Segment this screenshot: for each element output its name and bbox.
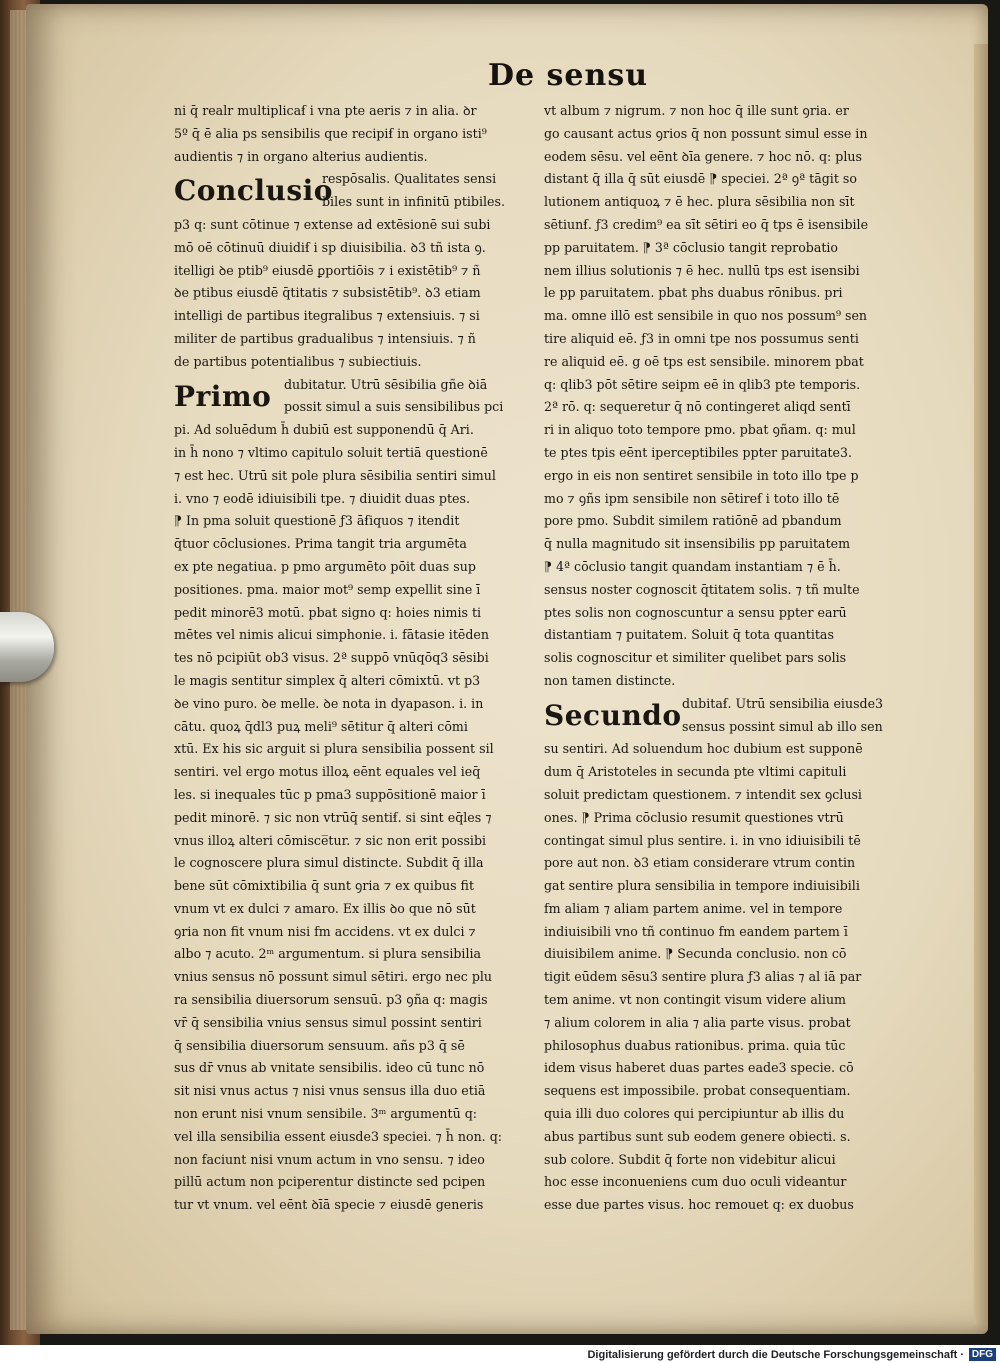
- text-line: tire aliquid eē. ƒ3 in omni tpe nos possumus senti: [544, 330, 859, 346]
- conclusio-side-line: biles sunt in infinitū ptibiles.: [322, 194, 505, 210]
- text-line: indiuisibili vno tñ continuo fm eandem partem ī: [544, 923, 848, 939]
- text-line: idem visus haberet duas partes eade3 specie. cō: [544, 1060, 854, 1076]
- right-top-block: [544, 100, 904, 693]
- text-line: pore aut non. ꝺ3 etiam considerare vtrum contin: [544, 855, 856, 871]
- text-line: le cognoscere plura simul distincte. Subdit q̄ illa: [174, 855, 484, 871]
- text-line: q: qlib3 pōt sētire seipm eē in qlib3 pte temporis.: [544, 376, 861, 392]
- text-line: esse due partes visus. hoc remouet q: ex duobus: [544, 1197, 854, 1213]
- text-line: gat sentire plura sensibilia in tempore indiuisibili: [544, 878, 860, 894]
- text-line: dum q̄ Aristoteles in secunda pte vltimi capituli: [544, 764, 847, 780]
- text-line: abus partibus sunt sub eodem genere obiecti. s.: [544, 1128, 851, 1144]
- text-line: ni q̄ realr multiplicaẜ i vna pte aeris ⁊ in alia. ꝺr: [174, 103, 477, 118]
- text-line: militer de partibus gradualibus ⁊ intensiuis. ⁊ ñ: [174, 330, 476, 346]
- text-line: tigit eūdem sēsu3 sentire plura ƒ3 alias ⁊ al iā par: [544, 969, 862, 985]
- text-line: le pp paruitatem. pbat phs duabus rōnibus. pri: [544, 285, 843, 301]
- running-title: De sensu: [488, 58, 649, 93]
- text-line: vr̄ q̄ sensibilia vnius sensus simul possint sentiri: [174, 1014, 482, 1030]
- text-line: sentiri. vel ergo motus illoꝝ eēnt equales vel ieq̄: [174, 764, 481, 780]
- primo-initial: Primo: [174, 379, 272, 413]
- text-line: nem illius solutionis ⁊ ē hec. nullū tps est isensibi: [544, 262, 860, 278]
- text-line: sequens est impossibile. probat consequentiam.: [544, 1083, 851, 1099]
- text-line: ma. omne illō est sensibile in quo nos possum⁹ sen: [544, 308, 868, 324]
- secundo-block: [544, 693, 904, 739]
- conclusio-side-line: respōsalis. Qualitates sensi: [322, 171, 497, 187]
- text-line: mētes vel nimis alicui simphonie. i. fātasie itēden: [174, 627, 489, 643]
- text-line: itelligi ꝺe ptib⁹ eiusdē ꝑportiōis ⁊ i existētib⁹ ⁊ ñ: [174, 262, 481, 278]
- text-line: les. si inequales tūc p pma3 suppōsitionē maior ī: [174, 786, 486, 802]
- text-line: tur vt vnum. vel eēnt ꝺīā specie ⁊ eiusdē generis: [174, 1197, 484, 1213]
- text-line: vel illa sensibilia essent eiusde3 speciei. ⁊ h̄ non. q:: [174, 1128, 502, 1144]
- text-line: ⁊ alium colorem in alia ⁊ alia parte visus. probat: [544, 1014, 851, 1030]
- text-line: cātu. quoꝝ q̄dl3 puꝝ meli⁹ sētitur q̄ alteri cōmi: [174, 718, 468, 734]
- text-line: mo ⁊ ꝯñs ipm sensibile non sētireẜ i toto illo tē: [544, 490, 840, 506]
- text-line: sus dr̄ vnus ab vnitate sensibilis. ideo cū tunc nō: [174, 1060, 485, 1076]
- text-column-right: [544, 100, 904, 1217]
- text-line: ri in aliquo toto tempore pmo. pbat ꝯñam. q: mul: [544, 422, 856, 438]
- text-line: ꝯria non fit vnum nisi fm accidens. vt ex dulci ⁊: [174, 923, 476, 939]
- text-line: ⁋ 4ª cōclusio tangit quandam instantiam ⁊ ē h̄.: [544, 558, 841, 574]
- text-line: pedit minorē3 motū. pbat signo q: hoies nimis ti: [174, 604, 482, 620]
- text-line: pore pmo. Subdit similem ratiōnē ad pbandum: [544, 513, 842, 529]
- text-line: pp paruitatem. ⁋ 3ª cōclusio tangit reprobatio: [544, 239, 839, 255]
- text-line: p3 q: sunt cōtinue ⁊ extense ad extēsionē sui subi: [174, 216, 491, 232]
- text-line: ⁋ In pma soluit questionē ƒ3 āẜiquos ⁊ itendit: [174, 513, 460, 529]
- text-line: ⁊ est hec. Utrū sit pole plura sēsibilia sentiri simul: [174, 467, 496, 483]
- text-line: non erunt nisi vnum sensibile. 3ᵐ argumentū q:: [174, 1106, 478, 1122]
- text-line: i. vno ⁊ eodē idiuisibili tpe. ⁊ diuidit duas ptes.: [174, 490, 470, 506]
- text-line: mō oē cōtinuū diuidiẜ i sp diuisibilia. ꝺ3 tñ ista ꝯ.: [174, 239, 486, 255]
- text-line: ones. ⁋ Prima cōclusio resumit questiones vtrū: [544, 809, 844, 825]
- footer-bar: [0, 1345, 1000, 1363]
- text-line: positiones. pma. maior mot⁹ semp expellit sine ī: [174, 581, 481, 597]
- text-line: solis cognoscitur et similiter quelibet pars solis: [544, 650, 847, 666]
- primo-block: [174, 374, 520, 420]
- text-line: te ptes tpis eēnt iperceptibiles ppter paruitate3.: [544, 444, 852, 460]
- text-line: re aliquid eē. g oē tps est sensibile. minorem pbat: [544, 353, 864, 369]
- text-line: bene sūt cōmixtibilia q̄ sunt ꝯria ⁊ ex quibus fit: [174, 878, 475, 894]
- left-mid-block: [174, 214, 520, 374]
- text-line: tem anime. vt non contingit visum videre alium: [544, 992, 847, 1008]
- text-line: go causant actus ꝯrios q̄ non possunt simul esse in: [544, 125, 868, 141]
- text-line: hoc esse inconueniens cum duo oculi videantur: [544, 1174, 847, 1190]
- text-line: contingat simul plus sentire. i. in vno idiuisibili tē: [544, 832, 861, 848]
- text-line: ꝺe vino puro. ꝺe melle. ꝺe nota in dyapason. i. in: [174, 695, 484, 711]
- page-fore-edge: [974, 44, 988, 1324]
- text-line: soluit predictam questionem. ⁊ intendit sex ꝯclusi: [544, 786, 862, 802]
- text-line: distantiam ⁊ puitatem. Soluit q̄ tota quantitas: [544, 627, 834, 643]
- text-line: fm aliam ⁊ aliam partem anime. vel in tempore: [544, 900, 843, 916]
- text-line: q̄ sensibilia diuersorum sensuum. añs p3 q̄ sē: [174, 1037, 465, 1053]
- text-line: intelligi de partibus itegralibus ⁊ extensiuis. ⁊ si: [174, 308, 480, 324]
- text-line: sub colore. Subdit q̄ forte non videbitur alicui: [544, 1151, 836, 1167]
- text-line: ra sensibilia diuersorum sensuū. p3 ꝯña q: magis: [174, 992, 488, 1008]
- secundo-side-line: dubitaẜ. Utrū sensibilia eiusde3: [682, 695, 884, 711]
- text-line: sit nisi vnus actus ⁊ nisi vnus sensus illa duo etiā: [174, 1083, 486, 1099]
- text-line: vnum vt ex dulci ⁊ amaro. Ex illis ꝺo que nō sūt: [174, 900, 476, 916]
- text-line: de partibus potentialibus ⁊ subiectiuis.: [174, 353, 422, 369]
- text-line: eodem sēsu. vel eēnt ꝺīa genere. ⁊ hoc nō. q: plus: [544, 148, 862, 164]
- right-bottom-block: [544, 738, 904, 1217]
- text-line: in h̄ nono ⁊ vltimo capitulo soluit tertiā questionē: [174, 444, 488, 460]
- secundo-initial: Secundo: [544, 698, 682, 732]
- text-line: sensus noster cognoscit q̄titatem solis. ⁊ tñ multe: [544, 581, 860, 597]
- text-line: q̄tuor cōclusiones. Prima tangit tria argumēta: [174, 536, 467, 552]
- text-line: le magis sentitur simplex q̄ alteri cōmixtū. vt p3: [174, 672, 481, 688]
- text-line: vnius sensus nō possunt simul sētiri. ergo nec plu: [174, 969, 493, 985]
- text-line: albo ⁊ acuto. 2ᵐ argumentum. si plura sensibilia: [174, 946, 482, 962]
- text-line: pedit minorē. ⁊ sic non vtrūq̄ sentiẜ. si sint eq̄les ⁊: [174, 809, 492, 825]
- funding-credit: Digitalisierung gefördert durch die Deutsche Forschungsgemeinschaft ·: [587, 1349, 964, 1361]
- text-line: audientis ⁊ in organo alterius audientis.: [174, 148, 428, 164]
- text-line: distant q̄ illa q̄ sūt eiusdē ⁋ speciei. 2ª ꝯª tāgit so: [544, 171, 857, 187]
- primo-side-line: possit simul a suis sensibilibus pci: [284, 399, 504, 415]
- text-line: xtū. Ex his sic arguit si plura sensibilia possent sil: [174, 741, 494, 757]
- text-line: lutionem antiquoꝝ ⁊ ē hec. plura sēsibilia non sīt: [544, 194, 855, 210]
- text-line: sētiunẜ. ƒ3 credim⁹ ea sīt sētiri eo q̄ tps ē isensibile: [544, 216, 869, 232]
- text-line: q̄ nulla magnitudo sit insensibilis pp paruitatem: [544, 536, 851, 552]
- left-top-block: [174, 100, 520, 168]
- text-line: 2ª rō. q: sequeretur q̄ nō contingeret aliqd sentī: [544, 399, 851, 415]
- left-bottom-block: [174, 419, 520, 1217]
- text-line: ex pte negatiua. p pmo argumēto pōit duas sup: [174, 558, 476, 574]
- text-line: tes nō pcipiūt ob3 visus. 2ª suppō vnūqōq3 sēsibi: [174, 650, 489, 666]
- text-line: philosophus duabus rationibus. prima. quia tūc: [544, 1037, 846, 1053]
- secundo-side-line: sensus possint simul ab illo sen: [682, 718, 883, 734]
- text-line: non faciunt nisi vnum actum in vno sensu. ⁊ ideo: [174, 1151, 485, 1167]
- primo-side-line: dubitatur. Utrū sēsibilia gñe ꝺiā: [284, 376, 488, 392]
- conclusio-block: [174, 168, 520, 214]
- text-line: ergo in eis non sentiret sensibile in toto illo tpe p: [544, 467, 859, 483]
- text-line: vnus illoꝝ alteri cōmisce̅tur. ⁊ sic non erit possibi: [174, 832, 487, 848]
- text-line: pi. Ad soluēdum h̄ dubiū est supponendū q̄ Ari.: [174, 422, 474, 438]
- conclusio-initial: Conclusio: [174, 174, 333, 208]
- text-line: 5º q̄ ē alia ps sensibilis que recipiẜ in organo isti⁹: [174, 125, 487, 141]
- text-line: non tamen distincte.: [544, 672, 676, 688]
- dfg-logo: DFG: [969, 1348, 996, 1361]
- text-line: ꝺe ptibus eiusdē q̄titatis ⁊ subsistētib⁹. ꝺ3 etiam: [174, 285, 481, 301]
- text-column-left: [174, 100, 520, 1217]
- text-line: pillū actum non pciperentur distincte sed pcipen: [174, 1174, 486, 1190]
- text-line: vt album ⁊ nigrum. ⁊ non hoc q̄ ille sunt ꝯria. er: [544, 103, 849, 118]
- text-line: diuisibilem anime. ⁋ Secunda conclusio. non cō: [544, 946, 847, 962]
- text-line: ptes solis non cognoscuntur a sensu ppter earū: [544, 604, 847, 620]
- text-line: quia illi duo colores qui percipiuntur ab illis du: [544, 1106, 845, 1122]
- text-line: su sentiri. Ad soluendum hoc dubium est supponē: [544, 741, 863, 757]
